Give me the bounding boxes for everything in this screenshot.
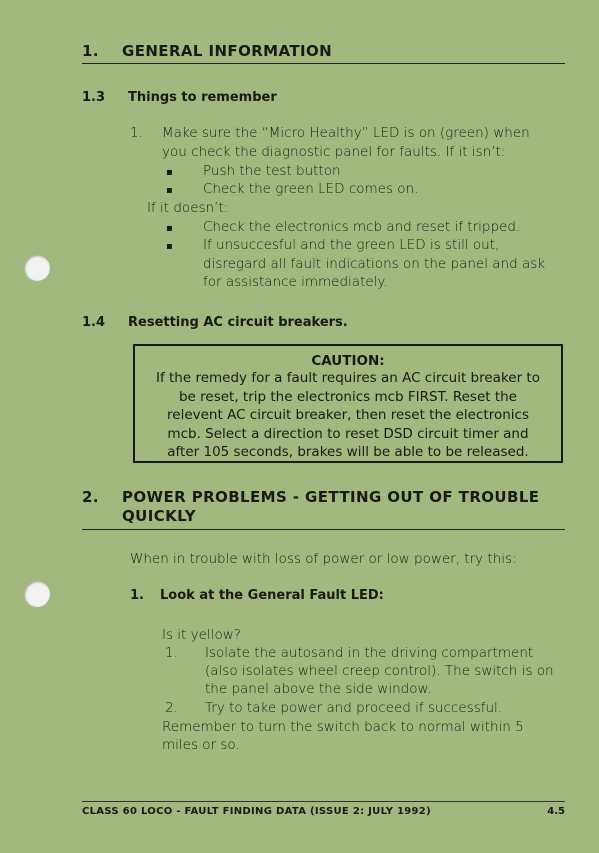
item-line-2: you check the diagnostic panel for faults. If it isn’t:: [162, 144, 506, 160]
punch-hole-top: [24, 255, 50, 281]
page-number: 4.5: [547, 806, 565, 817]
section-2-number: 2.: [82, 488, 99, 506]
caution-title: CAUTION:: [311, 353, 385, 369]
question-text: Is it yellow?: [162, 627, 241, 643]
bullet-push-test: Push the test button: [203, 163, 341, 179]
bullet-marker: ▪: [166, 167, 173, 178]
subsection-1-3-title: Things to remember: [128, 90, 277, 105]
step-heading: [130, 588, 384, 603]
caution-line-4: mcb. Select a direction to reset DSD circuit timer and: [167, 425, 529, 442]
if-doesnt-text: If it doesn’t:: [147, 200, 229, 216]
section-2-title-line-1: POWER PROBLEMS - GETTING OUT OF TROUBLE: [122, 488, 540, 506]
subsection-1-4-title: Resetting AC circuit breakers.: [128, 315, 348, 330]
numbered-1-marker: 1.: [165, 645, 178, 661]
subsection-1-3-number: 1.3: [82, 90, 106, 105]
caution-line-3: relevent AC circuit breaker, then reset the electronics: [167, 407, 529, 423]
numbered-2-marker: 2.: [165, 700, 178, 716]
caution-line-1: If the remedy for a fault requires an AC circuit breaker to: [155, 370, 540, 386]
subsection-1-4-heading: [82, 315, 348, 330]
section-1-number: 1.: [82, 42, 99, 60]
numbered-1-line-1: Isolate the autosand in the driving compartment: [205, 645, 534, 661]
section-2-intro: When in trouble with loss of power or low power, try this:: [130, 551, 517, 567]
section-1-heading: [82, 42, 565, 64]
bullet-marker: ▪: [166, 241, 173, 252]
footer-rule: [82, 801, 565, 802]
item-number: 1.: [130, 125, 143, 141]
bullet-check-mcb: Check the electronics mcb and reset if tripped.: [203, 219, 521, 235]
bullet-unsuccessful-line-3: for assistance immediately.: [203, 274, 388, 290]
step-title: Look at the General Fault LED:: [160, 588, 384, 603]
item-line-1: Make sure the “Micro Healthy” LED is on (green) when: [162, 125, 530, 141]
bullet-check-led: Check the green LED comes on.: [203, 181, 419, 197]
punch-hole-bottom: [24, 581, 50, 607]
numbered-1-line-3: the panel above the side window.: [205, 681, 432, 697]
bullet-marker: ▪: [166, 185, 173, 196]
bullet-marker: ▪: [166, 223, 173, 234]
remember-line-1: Remember to turn the switch back to normal within 5: [162, 719, 524, 735]
subsection-1-4-number: 1.4: [82, 315, 106, 330]
subsection-1-3-heading: [82, 90, 277, 105]
bullet-unsuccessful-line-2: disregard all fault indications on the panel and ask: [203, 256, 546, 272]
step-number: 1.: [130, 588, 144, 603]
footer-title: CLASS 60 LOCO - FAULT FINDING DATA (ISSUE 2: JULY 1992): [82, 806, 431, 817]
caution-line-5: after 105 seconds, brakes will be able to be released.: [167, 444, 529, 460]
bullet-unsuccessful-line-1: If unsuccesful and the green LED is still out,: [203, 237, 500, 253]
caution-line-2: be reset, trip the electronics mcb FIRST. Reset the: [178, 388, 517, 405]
caution-box: [133, 344, 563, 463]
section-2-heading: [82, 488, 565, 530]
numbered-1-line-2: (also isolates wheel creep control). The switch is on: [205, 663, 554, 679]
remember-line-2: miles or so.: [162, 737, 240, 753]
section-2-title-line-2: QUICKLY: [122, 507, 197, 525]
numbered-2-line-1: Try to take power and proceed if successful.: [205, 700, 503, 716]
section-1-title: GENERAL INFORMATION: [122, 42, 333, 60]
